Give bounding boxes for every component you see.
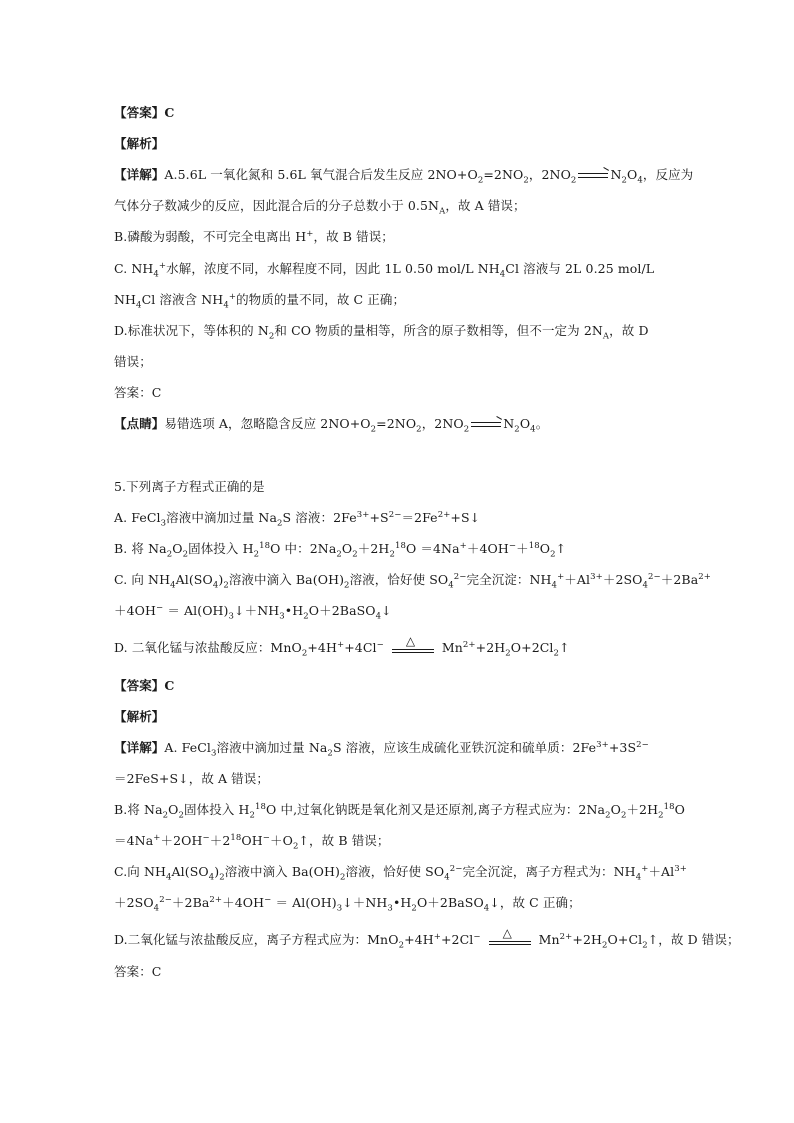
answer-line: 答案：C [114,385,162,400]
answer-heading-q5: 【答案】C [114,678,175,693]
detail-b-line: B.磷酸为弱酸，不可完全电离出 H+，故 B 错误； [114,228,394,244]
analysis-heading-q5: 【解析】 [114,709,165,724]
detail-a-line2: 气体分子数减少的反应，因此混合后的分子总数小于 $0.5N_A$，故 A 错误； [114,198,526,217]
option-a: A. FeCl$_3$溶液中滴加过量 $Na_2S$ 溶液：$2Fe^{3+}+S^{2-}=2Fe^{2+}+S↓$ [114,509,481,529]
equilibrium-arrow-icon [578,172,608,180]
option-d: D. 二氧化锰与浓盐酸反应：MnO$_2$+4H++4Cl− △ $Mn^{2+}+2H_2O+2Cl_2↑$ [114,633,570,659]
question-title: 5.下列离子方程式正确的是 [114,479,265,494]
explain-b-line1: B.将 $Na_2O_2$固体投入 $H_2^{18}O$ 中,过氧化钠既是氧化剂又是还原剂,离子方程式应为：$2Na_2O_2+2H_2^{18}O$ [114,801,686,821]
option-c-line2: $+4OH^- = Al(OH)_3↓+NH_3•H_2O+2BaSO_4↓$ [114,602,392,622]
answer-line-q5: 答案：C [114,964,162,979]
option-b: B. 将 $Na_2O_2$固体投入 $H_2^{18}O$ 中：$2Na_2O_2+2H_2^{18}O$ $=4Na^++4OH^-+^{18}O_2↑$ [114,540,567,560]
explain-c-line2: $+2SO_4^{2-}+2Ba^{2+}+4OH^-$ ＝ $Al(OH)_3↓+NH_3•H_2O+2BaSO_4↓$，故 C 正确； [114,894,581,914]
analysis-heading: 【解析】 [114,136,165,151]
detail-a-line1: 【详解】A.5.6L 一氧化氮和 5.6L 氧气混合后发生反应 $2NO+O_2=2NO_2$，$2NO_2$ $N_2O_4$，反应为 [114,167,694,186]
detail-c-line1: C. $NH_4^+$水解，浓度不同，水解程度不同，因此 1L 0.50 mol/L $NH_4Cl$ 溶液与 2L 0.25 mol/L [114,260,655,280]
heating-equals-icon: △ [392,641,434,657]
explain-d-line: D.二氧化锰与浓盐酸反应，离子方程式应为：MnO$_2$+4H++2Cl− △ $Mn^{2+}+2H_2O+Cl_2↑$，故 D 错误； [114,925,740,951]
detail-c-line2: $NH_4Cl$ 溶液含 $NH_4^+$的物质的量不同，故 C 正确； [114,291,406,311]
explain-a-line1: 【详解】A. FeCl$_3$溶液中滴加过量 $Na_2S$ 溶液，应该生成硫化亚铁沉淀和硫单质：$2Fe^{3+}+3S^{2-}$ [114,739,649,759]
explain-a-line2: ＝2FeS+S↓，故 A 错误； [114,771,269,786]
option-c-line1: C. 向 $NH_4Al(SO_4)_2$溶液中滴入 $Ba(OH)_2$溶液，恰好使 $SO_4^{2-}$完全沉淀：$NH_4^++Al^{3+}+2SO_4^{2-}+2Ba^{2+}$ [114,571,712,591]
tip-line: 【点睛】易错选项 A，忽略隐含反应 $2NO+O_2=2NO_2$，$2NO_2$ $N_2O_4$。 [114,416,549,435]
explain-b-line2: $=4Na^++2OH^-+2^{18}OH^-+O_2↑$，故 B 错误； [114,832,390,852]
answer-heading: 【答案】C [114,105,175,120]
equilibrium-arrow-icon [471,421,501,429]
detail-d-line2: 错误； [114,354,152,369]
explain-c-line1: C.向 $NH_4Al(SO_4)_2$溶液中滴入 $Ba(OH)_2$溶液，恰好使 $SO_4^{2-}$完全沉淀，离子方程式为：$NH_4^++Al^{3+}$ [114,863,687,883]
heating-equals-icon: △ [489,933,531,949]
detail-d-line1: D.标准状况下，等体积的 $N_2$和 CO 物质的量相等，所含的原子数相等，但不一定为 $2N_A$，故 D [114,323,649,342]
